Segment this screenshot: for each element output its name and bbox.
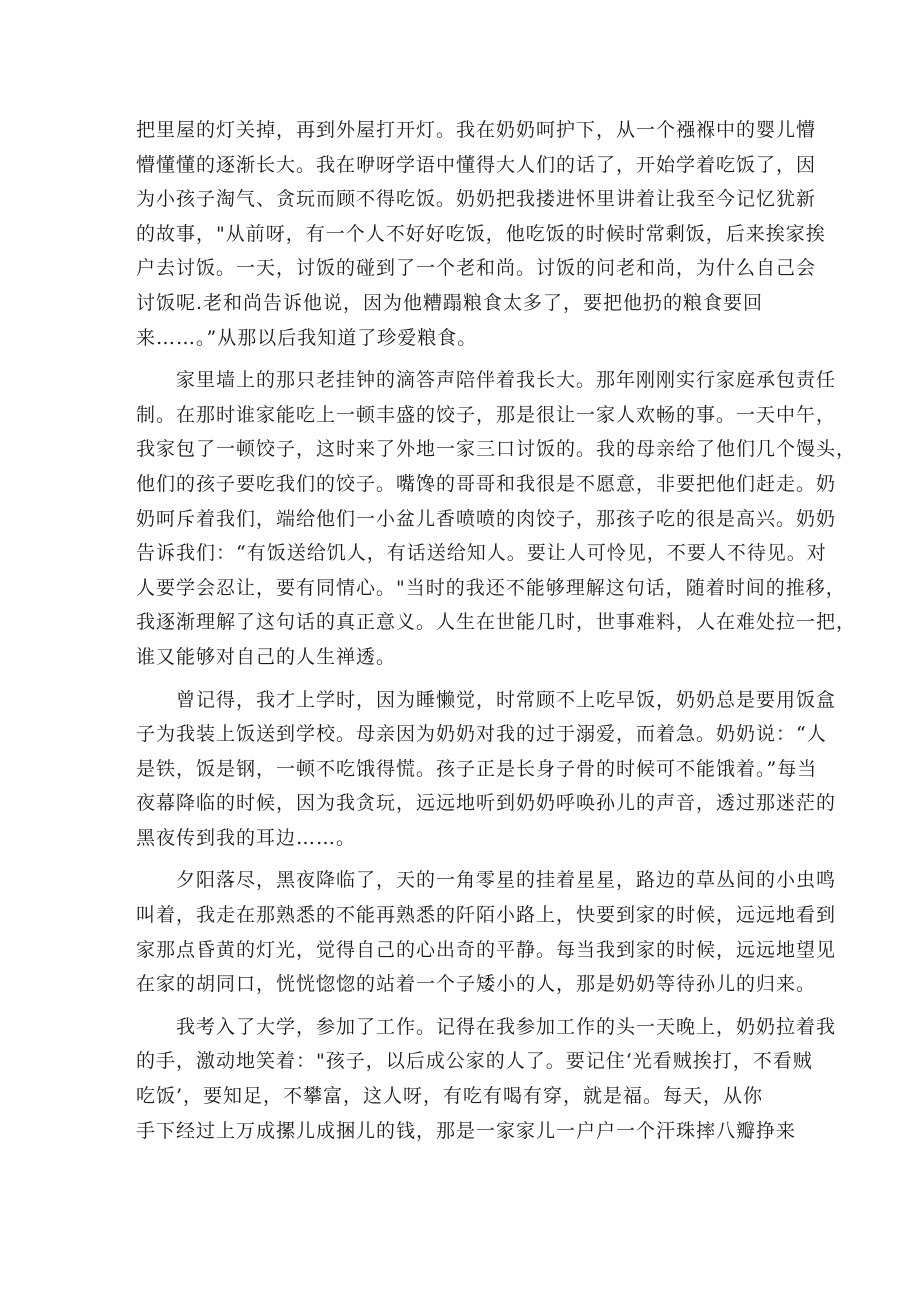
text-line: 告诉我们：“有饭送给饥人，有话送给知人。要让人可怜见，不要人不待见。对: [136, 542, 827, 565]
text-line: 谁又能够对自己的人生禅透。: [136, 645, 397, 668]
text-line: 子为我装上饭送到学校。母亲因为奶奶对我的过于溺爱，而着急。奶奶说：“人: [136, 723, 827, 746]
essay-body: [136, 113, 857, 1148]
text-line: 是铁，饭是钢，一顿不吃饿得慌。孩子正是长身子骨的时候可不能饿着。”每当: [136, 757, 818, 780]
text-line: 来……。”从那以后我知道了珍爱粮食。: [136, 326, 478, 349]
text-line: 家里墙上的那只老挂钟的滴答声陪伴着我长大。那年刚刚实行家庭承包责任: [136, 369, 837, 392]
text-line: 家那点昏黄的灯光，觉得自己的心出奇的平静。每当我到家的时候，远远地望见: [136, 938, 837, 961]
text-line: 我逐渐理解了这句话的真正意义。人生在世能几时，世事难料，人在难处拉一把，: [136, 611, 857, 634]
text-line: 把里屋的灯关掉，再到外屋打开灯。我在奶奶呵护下，从一个襁褓中的婴儿懵: [136, 119, 817, 141]
text-line: 曾记得，我才上学时，因为睡懒觉，时常顾不上吃早饭，奶奶总是要用饭盒: [136, 688, 837, 711]
text-line: 懵懂懂的逐渐长大。我在咿呀学语中懂得大人们的话了，开始学着吃饭了，因: [136, 153, 817, 176]
text-line: 的故事，"从前呀，有一个人不好好吃饭，他吃饭的时候时常剩饭，后来挨家挨: [136, 222, 826, 245]
text-line: 人要学会忍让，要有同情心。"当时的我还不能够理解这句话，随着时间的推移，: [136, 576, 846, 599]
text-line: 的手，激动地笑着："孩子，以后成公家的人了。要记住‘光看贼挨打，不看贼: [136, 1050, 813, 1073]
text-line: 手下经过上万成摞儿成捆儿的钱，那是一家家儿一户户一个汗珠摔八瓣挣来: [136, 1119, 797, 1142]
text-line: 户去讨饭。一天，讨饭的碰到了一个老和尚。讨饭的问老和尚，为什么自己会: [136, 257, 817, 280]
text-line: 为小孩子淘气、贪玩而顾不得吃饭。奶奶把我搂进怀里讲着让我至今记忆犹新: [136, 188, 817, 211]
text-line: 奶呵斥着我们，端给他们一小盆儿香喷喷的肉饺子，那孩子吃的很是高兴。奶奶: [136, 507, 837, 530]
text-line: 夜幕降临的时候，因为我贪玩，远远地听到奶奶呼唤孙儿的声音，透过那迷茫的: [136, 792, 837, 815]
text-line: 制。在那时谁家能吃上一顿丰盛的饺子，那是很让一家人欢畅的事。一天中午，: [136, 403, 837, 426]
text-line: 讨饭呢.老和尚告诉他说，因为他糟蹋粮食太多了，要把他扔的粮食要回: [136, 291, 764, 314]
text-line: 在家的胡同口，恍恍惚惚的站着一个子矮小的人，那是奶奶等待孙儿的归来。: [136, 973, 817, 996]
text-line: 黑夜传到我的耳边……。: [136, 826, 357, 849]
text-line: 我考入了大学，参加了工作。记得在我参加工作的头一天晚上，奶奶拉着我: [136, 1015, 837, 1038]
text-line: 我家包了一顿饺子，这时来了外地一家三口讨饭的。我的母亲给了他们几个馒头，: [136, 438, 857, 461]
text-line: 叫着，我走在那熟悉的不能再熟悉的阡陌小路上，快要到家的时候，远远地看到: [136, 904, 837, 927]
text-line: 吃饭’，要知足，不攀富，这人呀，有吃有喝有穿，就是福。每天，从你: [136, 1085, 764, 1108]
text-line: 夕阳落尽，黑夜降临了，天的一角零星的挂着星星，路边的草丛间的小虫鸣: [136, 869, 837, 892]
text-line: 他们的孩子要吃我们的饺子。嘴馋的哥哥和我很是不愿意，非要把他们赶走。奶: [136, 472, 837, 495]
